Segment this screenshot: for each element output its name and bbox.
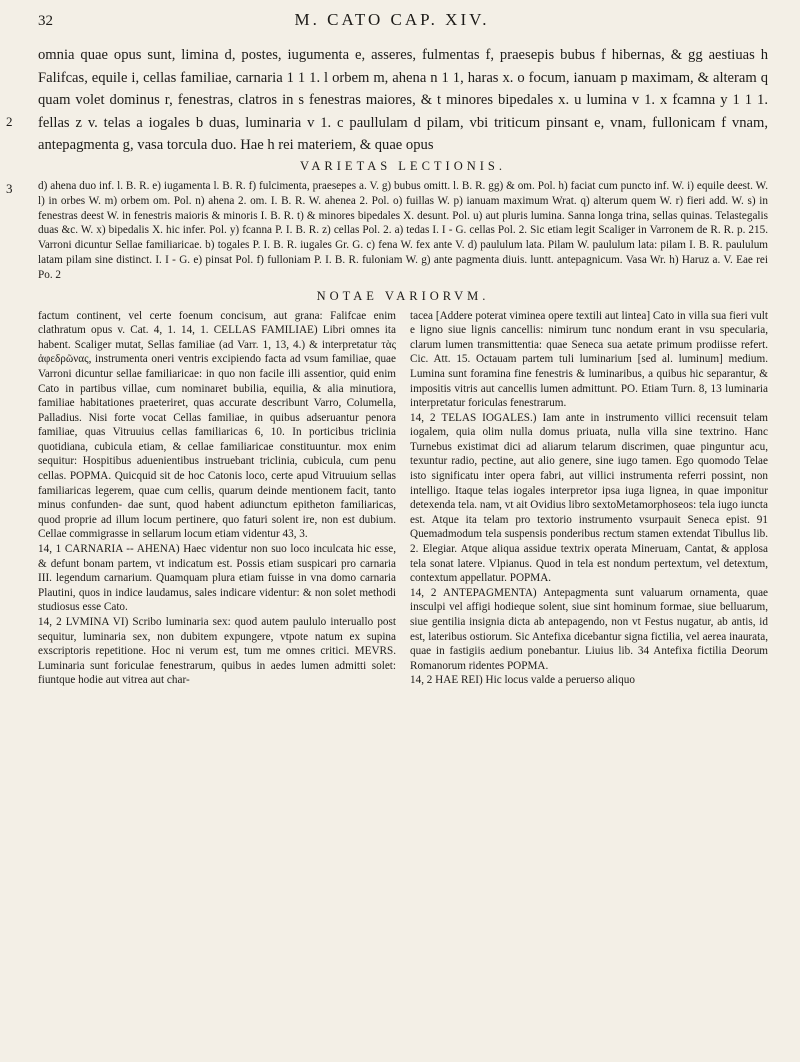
variae-lectiones-text: d) ahena duo inf. l. B. R. e) iugamenta l. B. R. f) fulcimenta, praesepes a. V. g) bubus omitt. l. B. R. gg) & om. Pol. h) faciat cum puncto inf. W. i) equile deest. W. l) in orbes W. m) orbem om. Pol. n) ahena 2. om. I. B. R. W. ahenea 2. Pol. o) fuillas W. p) ianuam maximum Wrat. q) alterum quem W. r) fieri add. W. s) in fenestras deest W. in fenestris maioris & minoris I. B. R. t) & minores bipedales X. desunt. Pol. u) aut pluris lumina. Sanna longa trina, sellas quinas. Telastegalis duas &c. W. x) bipedalis X. hic infer. Pol. y) fcanna P. I. B. R. z) cellas Pol. 2. a) tedas I. I - G. cellas Pol. 2. Sic etiam legit Scaliger in Varronem de R. R. p. 215. Varroni dicuntur Sellae familiaricae. b) togales P. I. B. R. iugales Gr. G. c) fena W. fex ante V. d) paululum lata. Pilam W. paululum lata: pilam I. B. R. paululum latam pilam sine distinct. I. I - G. e) pinsat Pol. f) fulloniam P. I. B. R. fuloniam W. g) ante pagmenta diuis. luntt. antepagnicum. Vasa Wr. h) Haruz a. V. Eae rei Po. 2 (38, 179, 768, 281)
book-page (6, 10, 768, 688)
notes-columns (38, 309, 768, 688)
variae-lectiones (38, 179, 768, 283)
notes-right-column (410, 309, 768, 688)
note-paragraph: factum continent, vel certe foenum concisum, aut grana: Falifcae enim clathratum opus v. Cat. 4, 1. 14, 1. CELLAS FAMILIAE) Libri omnes ita habent. Scaliger mutat, Sellas familiae (ad Varr. 1, 13, 4.) & interpretatur τὰς ἀφεδρῶνας, instrumenta oneri ventris excipiendo facta ad vsum familiae, quae Varroni dicuntur sellae familiaricae: in quo non facile illi assentior, quid enim Cato in partibus villae, cum nominaret bubilia, equilia, & alia minutiora, familiae habitationes praeteriret, quas accurate describunt Varro, Columella, Palladius. Nisi forte vocat Cellas familiae, in quibus adseruantur penora familiae, quas Vitruuius cellas familiaricas 6, 10. In porticibus triclinia quotidiana, cubicula etiam, & cellae familiaricae constituuntur. mox enim sequitur: Hospitibus aduenientibus instruebant triclinia, cubicula, cum penu cellas. POPMA. Quicquid sit de hoc Catonis loco, certe apud Vitruuium sellas familiaricas legerem, quae cum cellis, quarum deinde mentionem facit, tanto minus confunden- dae sunt, quod habent adiunctum epitheton familiaricas, quod proprie ad illum locum pertinere, quo faturi solent ire, non est dubium. Cellae commigrasse in sellarum locum etiam videntur 43, 3. (38, 309, 396, 541)
main-text: omnia quae opus sunt, limina d, postes, iugumenta e, asseres, fulmentas f, praesepis bubus f hibernas, & gg aestiuas h Falifcas, equile i, cellas familiae, carnaria 1 1 1. l orbem m, ahena n 1 1, haras x. o focum, ianuam p maximam, & alteram q quam volet dominus r, fenestras, clatros in s fenestras maiores, & t minores bipedales x. u lumina v 1. x fcamna y 1 1 1. fellas z v. telas a iogales b duas, luminaria v 1. c paullulam d pilam, vbi triticum pinsant e, vnam, fullonicam f vnam, antepagmenta g, vasa torcula duo. Hae h rei materiem, & quae opus (38, 47, 768, 154)
notes-heading: NOTAE VARIORVM. (316, 288, 490, 303)
running-header (38, 10, 768, 44)
note-paragraph: 14, 2 LVMINA VI) Scribo luminaria sex: quod autem paululo interuallo post sequitur, luminaria sex, non dubitem expungere, vtpote natum ex supina exscriptoris repetitione. Hoc ni verum est, tum me omnes critici. MEVRS. Luminaria sunt foriculae fenestrarum, quibus in aedes lumen admitti solet: fiuntque hodie aut vitrea aut char- (38, 616, 396, 687)
running-title: M. CATO CAP. XIV. (294, 10, 490, 29)
note-paragraph: 14, 2 ANTEPAGMENTA) Antepagmenta sunt valuarum ornamenta, quae insculpi vel affigi hodieque solent, siue sint hominum formae, siue belluarum, siue gentilia insignia dicta ab antepagendo, non vt Festus nugatur, ab antis, id est, lateribus ostiorum. Sic Antefixa dicebantur signa fictilia, vel aerea inaurata, quae in fastigiis aedium ponebantur. Liuius lib. 34 Antefixa fictilia Deorum Romanorum ridentes POPMA. (410, 586, 768, 672)
note-paragraph: 14, 1 CARNARIA -- AHENA) Haec videntur non suo loco inculcata hic esse, & defunt bonam partem, vt indicatum est. Possis etiam suspicari pro carnaria III. legendum carnarium. Quamquam plura etiam fuisse in vna domo carnaria Plautini, quos in indice laudamus, sales indicare videntur: & non solet methodi studiosus esse Cato. (38, 543, 396, 614)
margin-mark: 3 (6, 181, 13, 196)
notes-left-column (38, 309, 396, 688)
note-paragraph: tacea [Addere poterat viminea opere textili aut lintea] Cato in villa sua fieri vult e ligno siue lignis cancellis: nimirum tunc nondum erant in vsu specularia, clarum lumen transmittentia: quae Seneca sua aetate primum prodiisse refert. Cic. Att. 15. Octauam partem tuli luminarium [sed al. luminum] medium. Lumina sunt foramina fine fenestris & luminaribus, a quibus hic separantur, & impositis vitris aut cancellis lumen admittunt. PO. Etiam Turn. 8, 13 luminaria interpretatur foriculas fenestrarum. (410, 309, 768, 410)
note-paragraph: 14, 2 TELAS IOGALES.) Iam ante in instrumento villici recensuit telam iogalem, quia olim nulla domus priuata, nulla villa sine textrino. Hanc Turnebus existimat dici ad aliarum telarum discrimen, quae pinguntur acu, texuntur radio, pectine, aut alio genere, sine iugo tamen. Ego quomodo Telae isto significatu inter opera fabri, aut villici instrumenta referri possint, non intelligo. Itaque telas iogales interpretor ipsa iuga lignea, in quae imponitur detexenda tela. nam, vt ait Ovidius libro sextoMetamorphoseos: tela iugo iuncta est. Atque ita telam pro textorio instrumento vsurpauit Seneca epist. 91 Quemadmodum tela suspensis ponderibus rectum stamen extendat Tibullus lib. 2. Elegiar. Atque aliqua assidue textrix operata Mineruam, Cantat, & applosa tela sonat latere. Vlpianus. Quod in tela est nondum pertextum, vel detextum, contextum appellatur. POPMA. (410, 411, 768, 585)
margin-mark: 2 (6, 114, 13, 129)
page-number: 32 (38, 13, 53, 29)
note-paragraph: 14, 2 HAE REI) Hic locus valde a peruerso aliquo (410, 674, 635, 687)
variae-lectiones-heading: VARIETAS LECTIONIS. (299, 158, 507, 173)
